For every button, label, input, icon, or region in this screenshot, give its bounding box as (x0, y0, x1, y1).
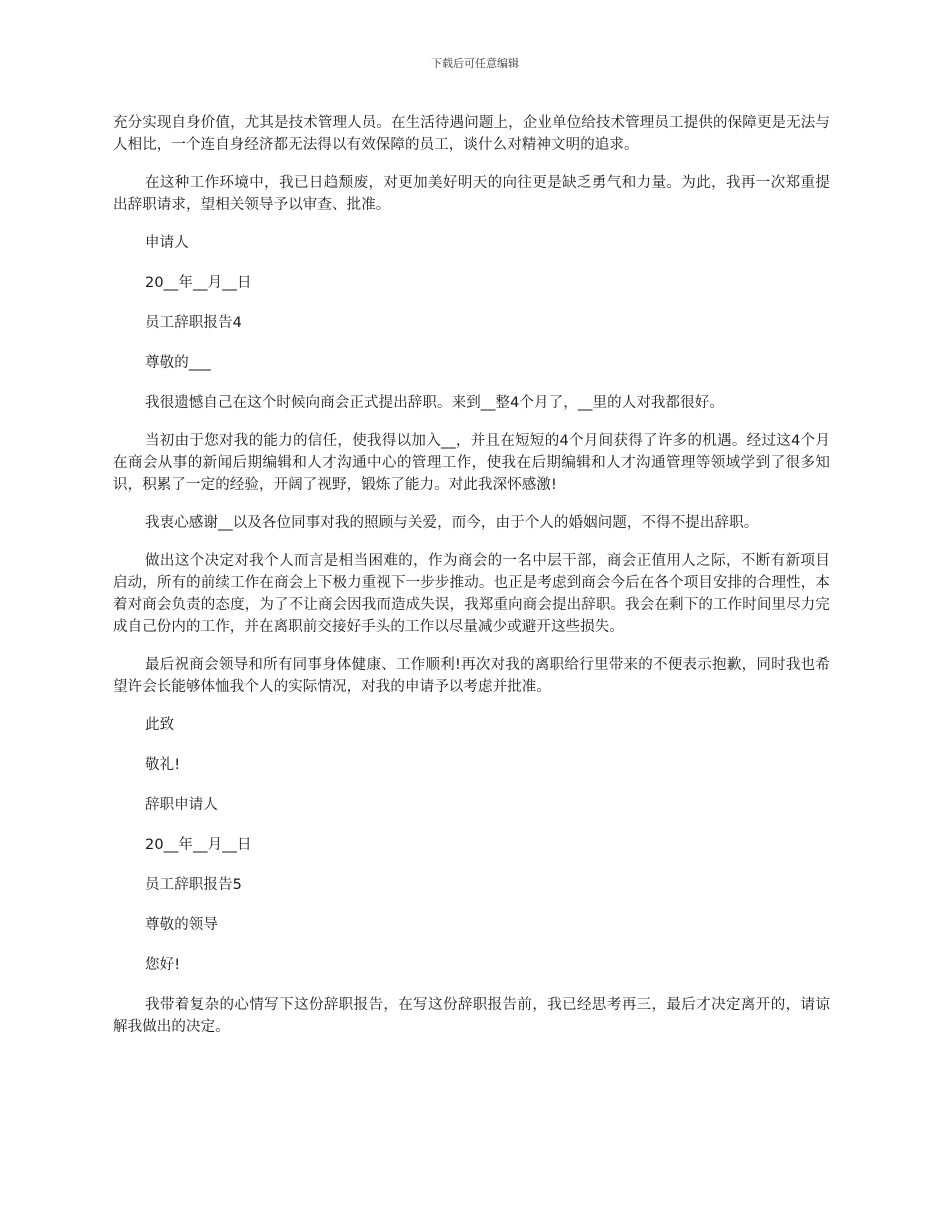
section-title: 员工辞职报告4 (145, 315, 242, 331)
paragraph: 充分实现自身价值，尤其是技术管理人员。在生活待遇问题上，企业单位给技术管理员工提供的保障更是无法与人相比，一个连自身经济都无法得以有效保障的员工，谈什么对精神文明的追求。 (113, 115, 830, 153)
closing-line: 此致 (145, 717, 175, 733)
salutation: 尊敬的___ (145, 355, 211, 371)
paragraph: 做出这个决定对我个人而言是相当困难的，作为商会的一名中层干部，商会正值用人之际，不断有新项目启动，所有的前续工作在商会上下极力重视下一步步推动。也正是考虑到商会今后在各个项目安排的合理性，本着对商会负责的态度，为了不让商会因我而造成失误，我郑重向商会提出辞职。我会在剩下的工作时间里尽力完成自己份内的工作，并在离职前交接好手头的工作以尽量减少或避开这些损失。 (113, 553, 830, 635)
date-line: 20__年__月__日 (145, 837, 252, 853)
page-header-note: 下载后可任意编辑 (431, 57, 519, 70)
date-line: 20__年__月__日 (145, 275, 252, 291)
paragraph: 我很遗憾自己在这个时候向商会正式提出辞职。来到__整4个月了，__里的人对我都很好。 (145, 395, 724, 411)
section-title: 员工辞职报告5 (145, 877, 242, 893)
signer-label: 辞职申请人 (145, 797, 218, 813)
paragraph: 当初由于您对我的能力的信任，使我得以加入__，并且在短短的4个月间获得了许多的机遇。经过这4个月在商会从事的新闻后期编辑和人才沟通中心的管理工作，使我在后期编辑和人才沟通管理等领域学到了很多知识，积累了一定的经验，开阔了视野，锻炼了能力。对此我深怀感激! (113, 433, 830, 493)
paragraph: 我衷心感谢__以及各位同事对我的照顾与关爱，而今，由于个人的婚姻问题，不得不提出辞职。 (145, 515, 759, 531)
document-body (113, 112, 830, 1054)
paragraph: 最后祝商会领导和所有同事身体健康、工作顺利!再次对我的离职给行里带来的不便表示抱歉，同时我也希望许会长能够体恤我个人的实际情况，对我的申请予以考虑并批准。 (113, 657, 830, 695)
greeting: 您好! (145, 957, 181, 973)
closing-regards: 敬礼! (145, 757, 181, 773)
paragraph: 我带着复杂的心情写下这份辞职报告，在写这份辞职报告前，我已经思考再三，最后才决定离开的，请谅解我做出的决定。 (113, 997, 830, 1035)
salutation: 尊敬的领导 (145, 917, 218, 933)
paragraph: 在这种工作环境中，我已日趋颓废，对更加美好明天的向往更是缺乏勇气和力量。为此，我再一次郑重提出辞职请求，望相关领导予以审查、批准。 (113, 175, 830, 213)
signer-label: 申请人 (145, 235, 189, 251)
